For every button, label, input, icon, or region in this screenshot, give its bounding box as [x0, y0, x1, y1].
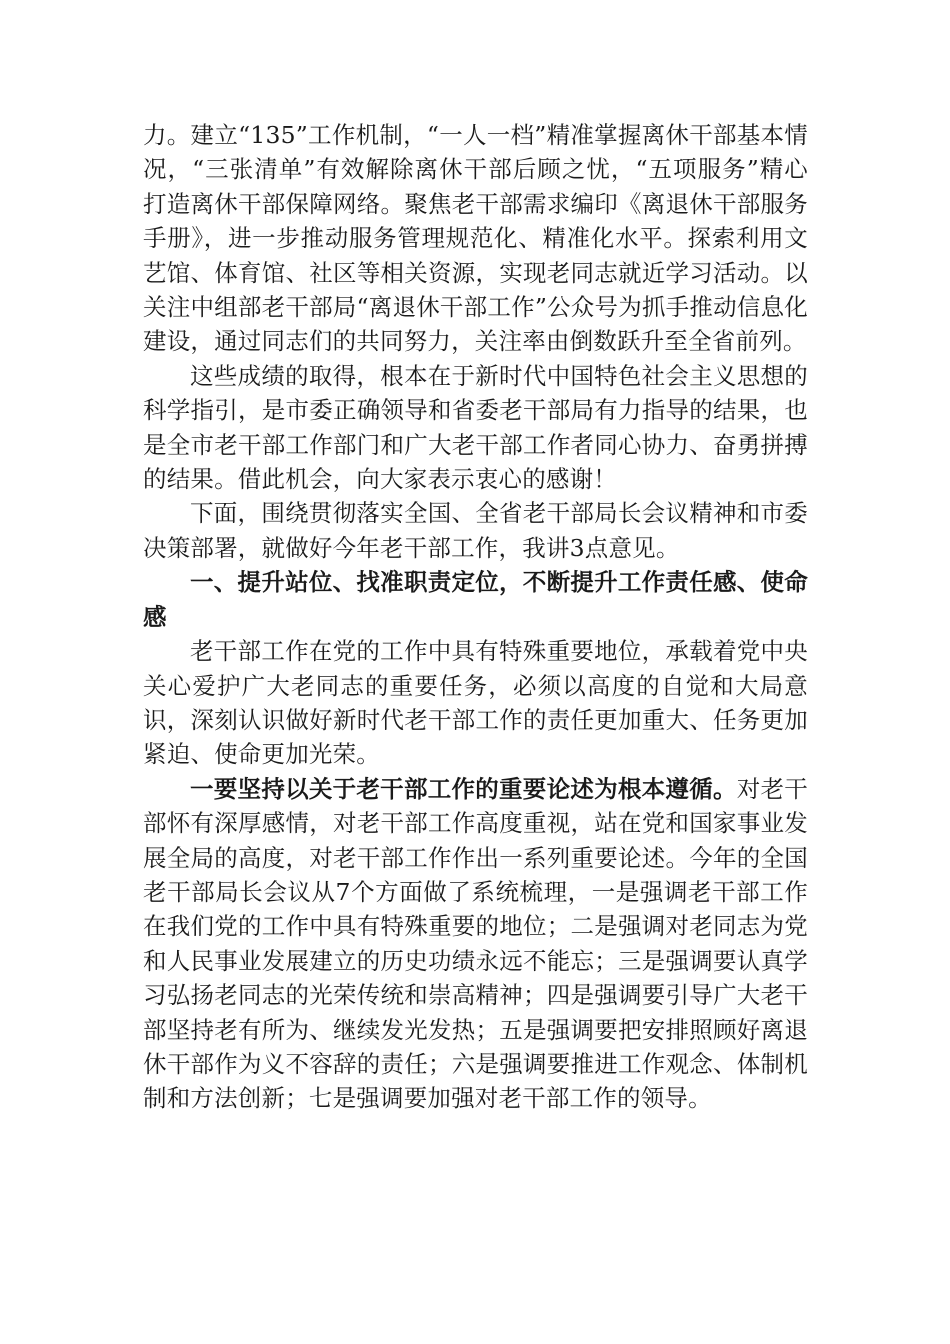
paragraph-continued: 力。建立“135”工作机制，“一人一档”精准掌握离休干部基本情况，“三张清单”有效解除离休干部后顾之忧，“五项服务”精心打造离休干部保障网络。聚焦老干部需求编印《离退休干部服务手册》，进一步推动服务管理规范化、精准化水平。探索利用文艺馆、体育馆、社区等相关资源，实现老同志就近学习活动。以关注中组部老干部局“离退休干部工作”公众号为抓手推动信息化建设，通过同志们的共同努力，关注率由倒数跃升至全省前列。: [143, 121, 808, 356]
point-1-lead: 一要坚持以关于老干部工作的重要论述为根本遵循。: [190, 774, 737, 803]
point-1-body: 对老干部怀有深厚感情，对老干部工作高度重视，站在党和国家事业发展全局的高度，对老干部工作作出一系列重要论述。今年的全国老干部局长会议从7个方面做了系统梳理，一是强调老干部工作在我们党的工作中具有特殊重要的地位；二是强调对老同志为党和人民事业发展建立的历史功绩永远不能忘；三是强调要认真学习弘扬老同志的光荣传统和崇高精神；四是强调要引导广大老干部坚持老有所为、继续发光发热；五是强调要把安排照顾好离退休干部作为义不容辞的责任；六是强调要推进工作观念、体制机制和方法创新；七是强调要加强对老干部工作的领导。: [143, 774, 808, 1113]
section-heading-1: 一、提升站位、找准职责定位，不断提升工作责任感、使命感: [143, 568, 808, 631]
paragraph-intro: 下面，围绕贯彻落实全国、全省老干部局长会议精神和市委决策部署，就做好今年老干部工作，我讲3点意见。: [143, 499, 808, 562]
paragraph-section-1-intro: 老干部工作在党的工作中具有特殊重要地位，承载着党中央关心爱护广大老同志的重要任务，必须以高度的自觉和大局意识，深刻认识做好新时代老干部工作的责任更加重大、任务更加紧迫、使命更加光荣。: [143, 637, 808, 769]
document-body: [143, 118, 808, 1116]
paragraph-achievements: 这些成绩的取得，根本在于新时代中国特色社会主义思想的科学指引，是市委正确领导和省委老干部局有力指导的结果，也是全市老干部工作部门和广大老干部工作者同心协力、奋勇拼搏的结果。借此机会，向大家表示衷心的感谢！: [143, 361, 808, 494]
paragraph-point-1: [143, 772, 808, 1116]
